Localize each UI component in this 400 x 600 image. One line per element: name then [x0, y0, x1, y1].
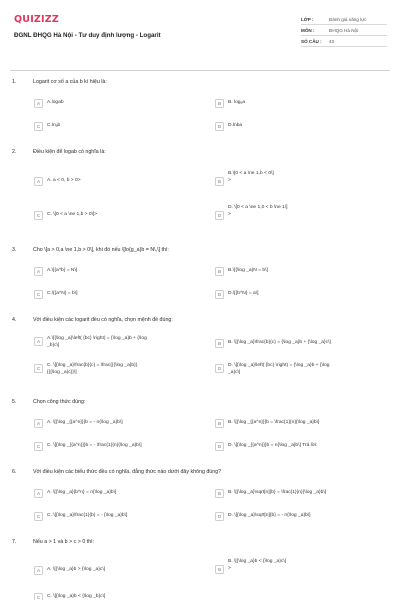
- option-letter: A: [34, 419, 43, 428]
- option-b[interactable]: [215, 489, 387, 498]
- question-1: [10, 79, 390, 141]
- meta-value: ĐHQG Hà Nội: [329, 27, 359, 33]
- option-b[interactable]: [215, 339, 387, 348]
- question-3: [10, 247, 390, 309]
- option-letter: C: [34, 512, 43, 521]
- option-text: A.logab: [47, 100, 64, 106]
- option-c[interactable]: [34, 211, 204, 220]
- meta-row-subject: [301, 25, 387, 36]
- option-a[interactable]: [34, 267, 204, 276]
- option-b[interactable]: [215, 558, 387, 574]
- option-a[interactable]: [34, 177, 204, 186]
- option-text: D.lnba: [228, 123, 243, 129]
- option-letter: C: [34, 364, 43, 373]
- option-d[interactable]: [215, 122, 385, 131]
- option-letter: D: [215, 122, 224, 131]
- option-letter: A: [34, 99, 43, 108]
- option-text: C.\[{a^N} = b\]: [47, 291, 78, 297]
- option-text: A. \[{\log _a}b > {\log _a}c\]: [47, 567, 106, 573]
- meta-key: SỐ CÂU :: [301, 38, 322, 44]
- option-text: D. \[{\log _a}\sqrt[n]{b} = - n{\log _a}b\]: [228, 513, 311, 519]
- option-letter: B: [215, 99, 224, 108]
- option-letter: D: [215, 211, 224, 220]
- option-text: D. \[{\log _a}\left( {bc} \right) = {\log _a}b + {\log _a}c\]: [228, 363, 330, 375]
- option-letter: D: [215, 290, 224, 299]
- option-c[interactable]: [34, 593, 206, 600]
- option-text: B.\[{\log _a}N = b\]: [228, 268, 268, 274]
- option-letter: A: [34, 267, 43, 276]
- option-text: A. a < 0, b > 0>: [47, 178, 81, 184]
- option-a[interactable]: [34, 335, 206, 349]
- option-d[interactable]: [215, 442, 387, 451]
- option-letter: A: [34, 566, 43, 575]
- question-4: [10, 317, 390, 397]
- option-letter: B: [215, 565, 224, 574]
- meta-table: [301, 14, 387, 47]
- question-number: 6.: [12, 469, 17, 475]
- option-letter: A: [34, 489, 43, 498]
- option-text: A. \[{\log _{{a^n}}}b = - n{\log _a}b\]: [47, 420, 123, 426]
- meta-key: LỚP :: [301, 16, 314, 22]
- option-text: B. \[{\log _{{a^n}}}b = \frac{1}{n}{\log _a}b\]: [228, 420, 320, 426]
- option-text: B. \[{\log _a}\frac{b}{c} = {\log _a}b + {\log _a}c\]: [228, 340, 331, 346]
- meta-row-class: [301, 14, 387, 25]
- question-2: [10, 149, 390, 239]
- option-text: D.\[{b^N} = a\]: [228, 291, 259, 297]
- option-letter: C: [34, 593, 43, 600]
- option-text: B. logₐa: [228, 100, 246, 106]
- option-d[interactable]: [215, 362, 387, 376]
- option-text: C. \[{\log _a}\frac{1}{b} = - {\log _a}b\]: [47, 513, 128, 519]
- option-c[interactable]: [34, 122, 204, 131]
- option-letter: C: [34, 290, 43, 299]
- option-letter: A: [34, 177, 43, 186]
- meta-value: 43: [329, 38, 335, 44]
- option-d[interactable]: [215, 512, 387, 521]
- option-text: B. \[{\log _a}b < {\log _a}c\] >: [228, 559, 287, 571]
- question-6: [10, 469, 390, 531]
- option-text: B.\[0 < a \ne 1,b < 0\] >: [228, 171, 274, 183]
- option-text: C. \[{\log _{{a^n}}}b = - \frac{1}{n}{\log _a}b\]: [47, 443, 142, 449]
- page-title: ĐGNL ĐHQG Hà Nội - Tư duy định lượng - Logarit: [14, 32, 161, 39]
- option-c[interactable]: [34, 362, 206, 376]
- option-text: A.\[{\log _a}\left( {bc} \right) = {\log _a}b + {\log _b}c\]: [47, 336, 147, 348]
- question-number: 4.: [12, 317, 17, 323]
- option-a[interactable]: [34, 566, 206, 575]
- option-letter: B: [215, 339, 224, 348]
- meta-value: Đánh giá năng lực: [329, 16, 367, 22]
- option-text: C. \[{\log _a}b < {\log _b}c\]: [47, 594, 106, 600]
- option-letter: B: [215, 419, 224, 428]
- worksheet-header: [14, 14, 388, 62]
- question-5: [10, 399, 390, 461]
- question-number: 3.: [12, 247, 17, 253]
- question-number: 5.: [12, 399, 17, 405]
- option-text: C. \[0 < a \ne 1,b > 0\]>: [47, 212, 98, 218]
- option-d[interactable]: [215, 290, 385, 299]
- option-letter: C: [34, 211, 43, 220]
- option-letter: C: [34, 122, 43, 131]
- option-a[interactable]: [34, 419, 206, 428]
- option-text: A. \[{\log _a}{b^n} = n{\log _a}b\]: [47, 490, 117, 496]
- option-b[interactable]: [215, 170, 385, 186]
- option-a[interactable]: [34, 489, 206, 498]
- question-7: [10, 539, 390, 600]
- option-c[interactable]: [34, 290, 204, 299]
- option-text: A.\[{a^b} = N\]: [47, 268, 78, 274]
- option-letter: D: [215, 364, 224, 373]
- question-text: Với điều kiện các logarit đều có nghĩa, chọn mệnh đề đúng:: [33, 317, 173, 323]
- option-c[interactable]: [34, 442, 206, 451]
- option-letter: D: [215, 512, 224, 521]
- option-text: C. \[{\log _a}\frac{b}{c} = \frac{{{\log _a}b}} {{{\log _a}c}}\]: [47, 363, 138, 375]
- option-letter: C: [34, 442, 43, 451]
- question-number: 2.: [12, 149, 17, 155]
- option-letter: B: [215, 489, 224, 498]
- option-letter: D: [215, 442, 224, 451]
- meta-row-question-count: [301, 36, 387, 47]
- option-letter: B: [215, 177, 224, 186]
- option-letter: A: [34, 337, 43, 346]
- header-divider: [10, 70, 390, 71]
- question-text: Nếu a > 1 và b > c > 0 thì:: [33, 539, 95, 545]
- option-b[interactable]: [215, 419, 387, 428]
- option-c[interactable]: [34, 512, 206, 521]
- option-d[interactable]: [215, 204, 385, 220]
- question-text: Logarit cơ số a của b kí hiệu là:: [33, 79, 107, 85]
- option-text: B. \[{\log _a}\sqrt[n]{b} = \frac{1}{n}{\log _a}b\]: [228, 490, 327, 496]
- question-text: Điều kiện để logab có nghĩa là:: [33, 149, 106, 155]
- question-text: Cho \[a > 0,a \ne 1,b > 0\], khi đó nếu \[lo{g_a}b = N\,\] thì:: [33, 247, 169, 253]
- question-text: Với điều kiện các biểu thức đều có nghĩa, đẳng thức nào dưới đây không đúng?: [33, 469, 222, 475]
- option-letter: B: [215, 267, 224, 276]
- option-text: D. \[0 < a \ne 1,0 < b \ne 1\] >: [228, 205, 288, 217]
- option-a[interactable]: [34, 99, 204, 108]
- option-b[interactable]: [215, 267, 385, 276]
- option-b[interactable]: [215, 99, 385, 108]
- question-text: Chọn công thức đúng:: [33, 399, 86, 405]
- meta-key: MÔN :: [301, 27, 315, 33]
- option-text: D. \[{\log _{{a^n}}}b = n{\log _a}b\] Trả lời:: [228, 443, 318, 449]
- quizizz-logo: QUIZIZZ: [14, 14, 59, 25]
- question-number: 1.: [12, 79, 17, 85]
- question-number: 7.: [12, 539, 17, 545]
- option-text: C.lnₐb: [47, 123, 61, 129]
